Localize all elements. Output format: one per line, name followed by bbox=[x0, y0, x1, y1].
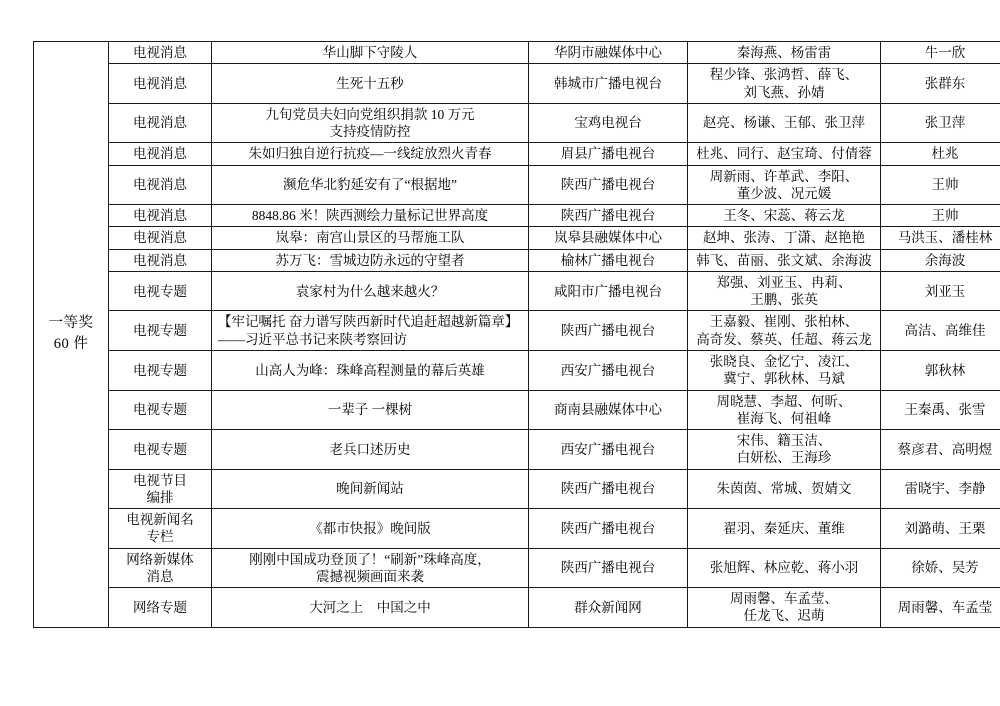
entry-authors: 翟羽、秦延庆、董维 bbox=[688, 509, 881, 549]
entry-editors: 马洪玉、潘桂林 bbox=[881, 227, 1000, 249]
entry-authors: 王冬、宋蕊、蒋云龙 bbox=[688, 205, 881, 227]
entry-editors: 周雨馨、车孟莹 bbox=[881, 588, 1000, 628]
entry-authors: 朱茵茵、常城、贺婧文 bbox=[688, 469, 881, 509]
entry-unit: 陕西广播电视台 bbox=[529, 469, 688, 509]
entry-type: 电视专题 bbox=[109, 271, 212, 311]
entry-title: 华山脚下守陵人 bbox=[212, 42, 529, 64]
entry-authors: 张旭辉、林应乾、蒋小羽 bbox=[688, 548, 881, 588]
entry-editors: 徐娇、吴芳 bbox=[881, 548, 1000, 588]
table-row bbox=[34, 42, 1000, 64]
entry-authors: 周雨馨、车孟莹、 任龙飞、迟萌 bbox=[688, 588, 881, 628]
entry-authors: 王嘉毅、崔刚、张柏林、 高奇发、蔡英、任超、蒋云龙 bbox=[688, 311, 881, 351]
entry-unit: 陕西广播电视台 bbox=[529, 311, 688, 351]
award-level-line2: 60 件 bbox=[53, 336, 89, 353]
entry-unit: 眉县广播电视台 bbox=[529, 143, 688, 165]
entry-unit: 华阴市融媒体中心 bbox=[529, 42, 688, 64]
table-row bbox=[34, 227, 1000, 249]
entry-type: 电视消息 bbox=[109, 165, 212, 205]
entry-type: 电视消息 bbox=[109, 227, 212, 249]
entry-type: 电视节目 编排 bbox=[109, 469, 212, 509]
entry-authors: 周晓慧、李超、何昕、 崔海飞、何祖峰 bbox=[688, 390, 881, 430]
entry-authors: 宋伟、籍玉洁、 白妍松、王海珍 bbox=[688, 430, 881, 470]
table-row bbox=[34, 469, 1000, 509]
entry-title: 袁家村为什么越来越火？ bbox=[212, 271, 529, 311]
table-row bbox=[34, 430, 1000, 470]
entry-unit: 群众新闻网 bbox=[529, 588, 688, 628]
entry-type: 网络专题 bbox=[109, 588, 212, 628]
entry-type: 电视消息 bbox=[109, 64, 212, 104]
table-row bbox=[34, 271, 1000, 311]
entry-type: 电视专题 bbox=[109, 311, 212, 351]
table-row bbox=[34, 390, 1000, 430]
entry-editors: 王帅 bbox=[881, 205, 1000, 227]
entry-authors: 赵亮、杨谦、王郁、张卫萍 bbox=[688, 103, 881, 143]
entry-authors: 程少锋、张鸿哲、薛飞、 刘飞燕、孙婧 bbox=[688, 64, 881, 104]
entry-type: 电视专题 bbox=[109, 390, 212, 430]
entry-unit: 商南县融媒体中心 bbox=[529, 390, 688, 430]
entry-title: 晚间新闻站 bbox=[212, 469, 529, 509]
entry-title: 岚皋：南宫山景区的马帮施工队 bbox=[212, 227, 529, 249]
table-row bbox=[34, 103, 1000, 143]
entry-editors: 王秦禹、张雪 bbox=[881, 390, 1000, 430]
entry-unit: 岚皋县融媒体中心 bbox=[529, 227, 688, 249]
entry-unit: 咸阳市广播电视台 bbox=[529, 271, 688, 311]
entry-type: 电视消息 bbox=[109, 42, 212, 64]
entry-authors: 杜兆、同行、赵宝琦、付倩蓉 bbox=[688, 143, 881, 165]
entry-title: 山高人为峰：珠峰高程测量的幕后英雄 bbox=[212, 350, 529, 390]
entry-authors: 赵坤、张涛、丁潇、赵艳艳 bbox=[688, 227, 881, 249]
entry-title: 《都市快报》晚间版 bbox=[212, 509, 529, 549]
entry-editors: 郭秋林 bbox=[881, 350, 1000, 390]
entry-unit: 韩城市广播电视台 bbox=[529, 64, 688, 104]
entry-authors: 韩飞、苗丽、张文斌、余海波 bbox=[688, 249, 881, 271]
table-row bbox=[34, 64, 1000, 104]
entry-title: 九旬党员夫妇向党组织捐款 10 万元 支持疫情防控 bbox=[212, 103, 529, 143]
entry-title: 一辈子 一棵树 bbox=[212, 390, 529, 430]
table-row bbox=[34, 548, 1000, 588]
entry-title: 大河之上 中国之中 bbox=[212, 588, 529, 628]
entry-type: 网络新媒体 消息 bbox=[109, 548, 212, 588]
entry-unit: 陕西广播电视台 bbox=[529, 509, 688, 549]
entry-unit: 宝鸡电视台 bbox=[529, 103, 688, 143]
entry-editors: 高洁、高维佳 bbox=[881, 311, 1000, 351]
entry-editors: 余海波 bbox=[881, 249, 1000, 271]
entry-title: 濒危华北豹延安有了“根据地” bbox=[212, 165, 529, 205]
award-table-body bbox=[34, 42, 1000, 628]
table-row bbox=[34, 311, 1000, 351]
entry-authors: 周新雨、许革武、李阳、 董少波、况元媛 bbox=[688, 165, 881, 205]
table-row bbox=[34, 165, 1000, 205]
entry-title: 朱如归独自逆行抗疫—一线绽放烈火青春 bbox=[212, 143, 529, 165]
entry-editors: 张卫萍 bbox=[881, 103, 1000, 143]
entry-editors: 刘亚玉 bbox=[881, 271, 1000, 311]
entry-type: 电视专题 bbox=[109, 430, 212, 470]
entry-type: 电视消息 bbox=[109, 143, 212, 165]
entry-authors: 张晓良、金忆宁、凌江、 冀宁、郭秋林、马斌 bbox=[688, 350, 881, 390]
table-row bbox=[34, 249, 1000, 271]
entry-editors: 蔡彦君、高明煜 bbox=[881, 430, 1000, 470]
entry-type: 电视消息 bbox=[109, 249, 212, 271]
entry-title: 【牢记嘱托 奋力谱写陕西新时代追赶超越新篇章】——习近平总书记来陕考察回访 bbox=[212, 311, 529, 351]
entry-editors: 雷晓宇、李静 bbox=[881, 469, 1000, 509]
entry-editors: 王帅 bbox=[881, 165, 1000, 205]
entry-authors: 秦海燕、杨雷雷 bbox=[688, 42, 881, 64]
entry-editors: 杜兆 bbox=[881, 143, 1000, 165]
award-level-cell bbox=[34, 42, 109, 628]
entry-authors: 郑强、刘亚玉、冉莉、 王鹏、张英 bbox=[688, 271, 881, 311]
entry-unit: 榆林广播电视台 bbox=[529, 249, 688, 271]
entry-title: 8848.86 米！陕西测绘力量标记世界高度 bbox=[212, 205, 529, 227]
entry-unit: 陕西广播电视台 bbox=[529, 548, 688, 588]
entry-title: 生死十五秒 bbox=[212, 64, 529, 104]
entry-unit: 陕西广播电视台 bbox=[529, 205, 688, 227]
award-level-line1: 一等奖 bbox=[48, 315, 94, 332]
entry-type: 电视新闻名 专栏 bbox=[109, 509, 212, 549]
table-row bbox=[34, 350, 1000, 390]
table-row bbox=[34, 509, 1000, 549]
entry-unit: 西安广播电视台 bbox=[529, 430, 688, 470]
entry-type: 电视专题 bbox=[109, 350, 212, 390]
entry-editors: 刘潞萌、王栗 bbox=[881, 509, 1000, 549]
table-row bbox=[34, 588, 1000, 628]
entry-title: 苏万飞：雪城边防永远的守望者 bbox=[212, 249, 529, 271]
entry-editors: 张群东 bbox=[881, 64, 1000, 104]
entry-type: 电视消息 bbox=[109, 205, 212, 227]
entry-unit: 西安广播电视台 bbox=[529, 350, 688, 390]
entry-type: 电视消息 bbox=[109, 103, 212, 143]
entry-title: 刚刚中国成功登顶了！“刷新”珠峰高度， 震撼视频画面来袭 bbox=[212, 548, 529, 588]
entry-editors: 牛一欣 bbox=[881, 42, 1000, 64]
table-row bbox=[34, 205, 1000, 227]
entry-title: 老兵口述历史 bbox=[212, 430, 529, 470]
award-list-table bbox=[33, 41, 1000, 628]
table-row bbox=[34, 143, 1000, 165]
entry-unit: 陕西广播电视台 bbox=[529, 165, 688, 205]
